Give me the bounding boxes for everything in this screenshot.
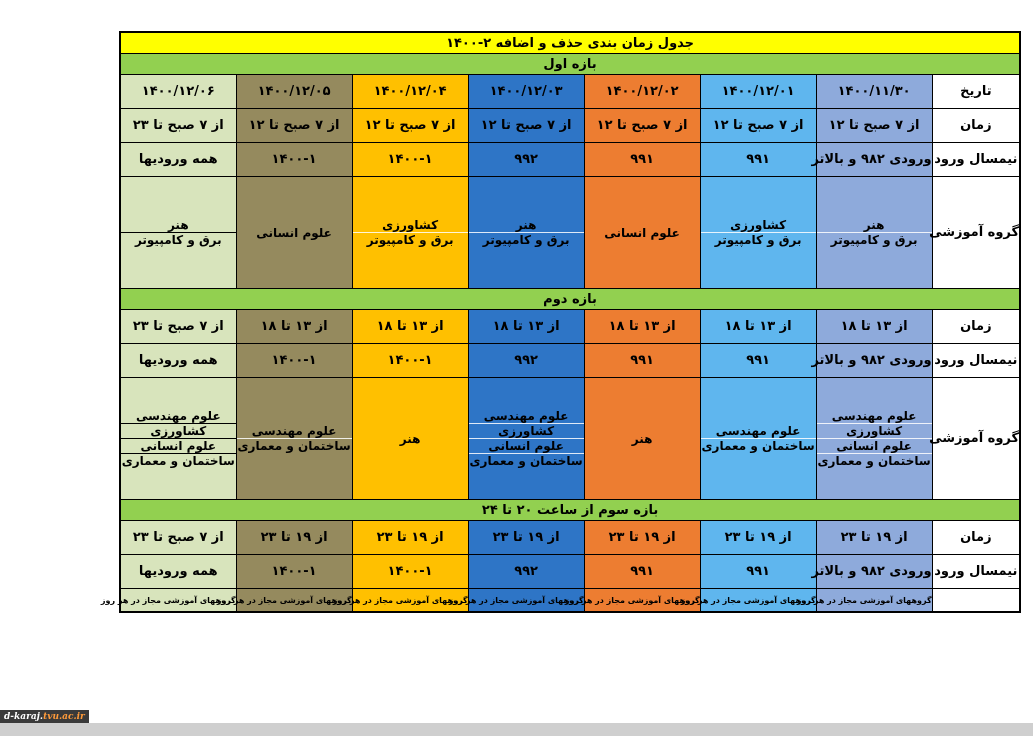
empty-cell: [932, 589, 1020, 613]
period-2-heading: بازه دوم: [120, 289, 1020, 310]
entry-cell: ورودی ۹۸۲ و بالاتر: [816, 555, 932, 589]
time-label: زمان: [932, 310, 1020, 344]
entry-cell: همه ورودیها: [120, 555, 236, 589]
entry-cell: ۱۴۰۰-۱: [236, 344, 352, 378]
time-cell: از ۱۳ تا ۱۸: [352, 310, 468, 344]
group-name: ساختمان و معماری: [237, 439, 351, 453]
entry-cell: همه ورودیها: [120, 344, 236, 378]
time-cell: از ۷ صبح تا ۱۲: [584, 109, 700, 143]
time-cell: از ۱۳ تا ۱۸: [816, 310, 932, 344]
group-name: کشاورزی: [121, 423, 236, 438]
group-cell: [236, 378, 352, 500]
time-cell: از ۱۹ تا ۲۳: [584, 521, 700, 555]
time-cell: از ۷ صبح تا ۱۲: [700, 109, 816, 143]
page-title: جدول زمان بندی حذف و اضافه ۲-۱۴۰۰: [120, 32, 1020, 54]
group-name: علوم مهندسی: [251, 424, 337, 438]
entry-cell: ۹۹۱: [584, 143, 700, 177]
group-cell: [816, 177, 932, 289]
time-label: زمان: [932, 109, 1020, 143]
schedule-table: [100, 31, 1021, 613]
time-cell: از ۷ صبح تا ۲۳: [120, 521, 236, 555]
period-2-group-row: [120, 378, 1020, 500]
date-label: تاریخ: [932, 75, 1020, 109]
group-name: کشاورزی: [382, 218, 439, 232]
group-cell: [120, 378, 236, 500]
entry-cell: همه ورودیها: [120, 143, 236, 177]
entry-label: نیمسال ورود: [932, 143, 1020, 177]
entry-label: نیمسال ورود: [932, 344, 1020, 378]
group-cell: علوم انسانی: [584, 177, 700, 289]
group-name: برق و کامپیوتر: [469, 232, 584, 247]
time-cell: از ۷ صبح تا ۱۲: [352, 109, 468, 143]
period-2-time-row: [120, 310, 1020, 344]
period-1-time-row: [120, 109, 1020, 143]
group-name: کشاورزی: [730, 218, 787, 232]
note-cell: گروههای آموزشی مجاز در هر روز: [236, 589, 352, 613]
group-name: کشاورزی: [469, 423, 584, 438]
entry-cell: ۱۴۰۰-۱: [236, 143, 352, 177]
group-cell: [816, 378, 932, 500]
time-cell: از ۷ صبح تا ۲۳: [120, 109, 236, 143]
entry-cell: ۱۴۰۰-۱: [352, 143, 468, 177]
period-1-date-row: [120, 75, 1020, 109]
group-cell: هنر: [584, 378, 700, 500]
time-cell: از ۱۹ تا ۲۳: [816, 521, 932, 555]
entry-cell: ورودی ۹۸۲ و بالاتر: [816, 143, 932, 177]
time-cell: از ۱۳ تا ۱۸: [236, 310, 352, 344]
group-name: ساختمان و معماری: [121, 454, 235, 468]
time-cell: از ۱۹ تا ۲۳: [236, 521, 352, 555]
group-cell: هنر: [352, 378, 468, 500]
note-cell: گروههای آموزشی مجاز در هر روز: [700, 589, 816, 613]
note-cell: گروههای آموزشی مجاز در هر روز: [352, 589, 468, 613]
period-1-heading: بازه اول: [120, 54, 1020, 75]
group-cell: [352, 177, 468, 289]
date-cell: ۱۴۰۰/۱۱/۳۰: [816, 75, 932, 109]
group-name: علوم انسانی: [469, 438, 584, 453]
time-cell: از ۱۹ تا ۲۳: [352, 521, 468, 555]
entry-cell: ۱۴۰۰-۱: [236, 555, 352, 589]
date-cell: ۱۴۰۰/۱۲/۰۲: [584, 75, 700, 109]
time-cell: از ۱۳ تا ۱۸: [584, 310, 700, 344]
period-1-entry-row: [120, 143, 1020, 177]
site-link-prefix: d-karaj.: [4, 712, 44, 722]
entry-cell: ورودی ۹۸۲ و بالاتر: [816, 344, 932, 378]
entry-cell: ۹۹۱: [700, 344, 816, 378]
note-cell: گروههای آموزشی مجاز در هر روز: [120, 589, 236, 613]
date-cell: ۱۴۰۰/۱۲/۰۵: [236, 75, 352, 109]
time-cell: از ۷ صبح تا ۱۲: [468, 109, 584, 143]
period-3-note-row: [120, 589, 1020, 613]
group-name: علوم مهندسی: [831, 409, 917, 423]
group-cell: [468, 378, 584, 500]
date-cell: ۱۴۰۰/۱۲/۰۱: [700, 75, 816, 109]
entry-cell: ۹۹۱: [584, 555, 700, 589]
group-name: برق و کامپیوتر: [817, 232, 932, 247]
group-name: علوم مهندسی: [715, 424, 801, 438]
group-label: گروه آموزشی: [932, 177, 1020, 289]
group-cell: [700, 177, 816, 289]
time-label: زمان: [932, 521, 1020, 555]
period-1-group-row: [120, 177, 1020, 289]
note-cell: گروههای آموزشی مجاز در هر روز: [468, 589, 584, 613]
time-cell: از ۱۹ تا ۲۳: [700, 521, 816, 555]
group-name: برق و کامپیوتر: [121, 232, 236, 247]
group-name: علوم انسانی: [121, 438, 236, 453]
entry-cell: ۹۹۲: [468, 344, 584, 378]
period-3-time-row: [120, 521, 1020, 555]
entry-cell: ۹۹۱: [584, 344, 700, 378]
group-name: علوم انسانی: [817, 438, 932, 453]
period-3-entry-row: [120, 555, 1020, 589]
group-cell: [120, 177, 236, 289]
group-name: هنر: [515, 218, 537, 232]
time-cell: از ۷ صبح تا ۱۲: [236, 109, 352, 143]
group-name: علوم مهندسی: [483, 409, 569, 423]
group-name: ساختمان و معماری: [701, 439, 815, 453]
group-name: هنر: [863, 218, 885, 232]
date-cell: ۱۴۰۰/۱۲/۰۳: [468, 75, 584, 109]
entry-cell: ۹۹۱: [700, 143, 816, 177]
time-cell: از ۱۳ تا ۱۸: [468, 310, 584, 344]
time-cell: از ۱۳ تا ۱۸: [700, 310, 816, 344]
date-cell: ۱۴۰۰/۱۲/۰۴: [352, 75, 468, 109]
period-3-heading: بازه سوم از ساعت ۲۰ تا ۲۴: [120, 500, 1020, 521]
group-label: گروه آموزشی: [932, 378, 1020, 500]
entry-cell: ۹۹۲: [468, 555, 584, 589]
group-name: علوم مهندسی: [135, 409, 221, 423]
date-cell: ۱۴۰۰/۱۲/۰۶: [120, 75, 236, 109]
footer-bar: [0, 723, 1033, 736]
group-cell: [468, 177, 584, 289]
period-2-entry-row: [120, 344, 1020, 378]
group-name: ساختمان و معماری: [817, 454, 931, 468]
group-cell: علوم انسانی: [236, 177, 352, 289]
site-link-domain: tvu.ac.ir: [43, 712, 85, 722]
group-name: برق و کامپیوتر: [701, 232, 816, 247]
time-cell: از ۱۹ تا ۲۳: [468, 521, 584, 555]
group-name: برق و کامپیوتر: [353, 232, 468, 247]
entry-cell: ۹۹۲: [468, 143, 584, 177]
entry-label: نیمسال ورود: [932, 555, 1020, 589]
entry-cell: ۱۴۰۰-۱: [352, 344, 468, 378]
group-name: ساختمان و معماری: [469, 454, 583, 468]
group-name: کشاورزی: [817, 423, 932, 438]
time-cell: از ۷ صبح تا ۲۳: [120, 310, 236, 344]
note-cell: گروههای آموزشی مجاز در هر روز: [584, 589, 700, 613]
entry-cell: ۹۹۱: [700, 555, 816, 589]
group-name: هنر: [167, 218, 189, 232]
entry-cell: ۱۴۰۰-۱: [352, 555, 468, 589]
time-cell: از ۷ صبح تا ۱۲: [816, 109, 932, 143]
note-cell: گروههای آموزشی مجاز در هر روز: [816, 589, 932, 613]
group-cell: [700, 378, 816, 500]
